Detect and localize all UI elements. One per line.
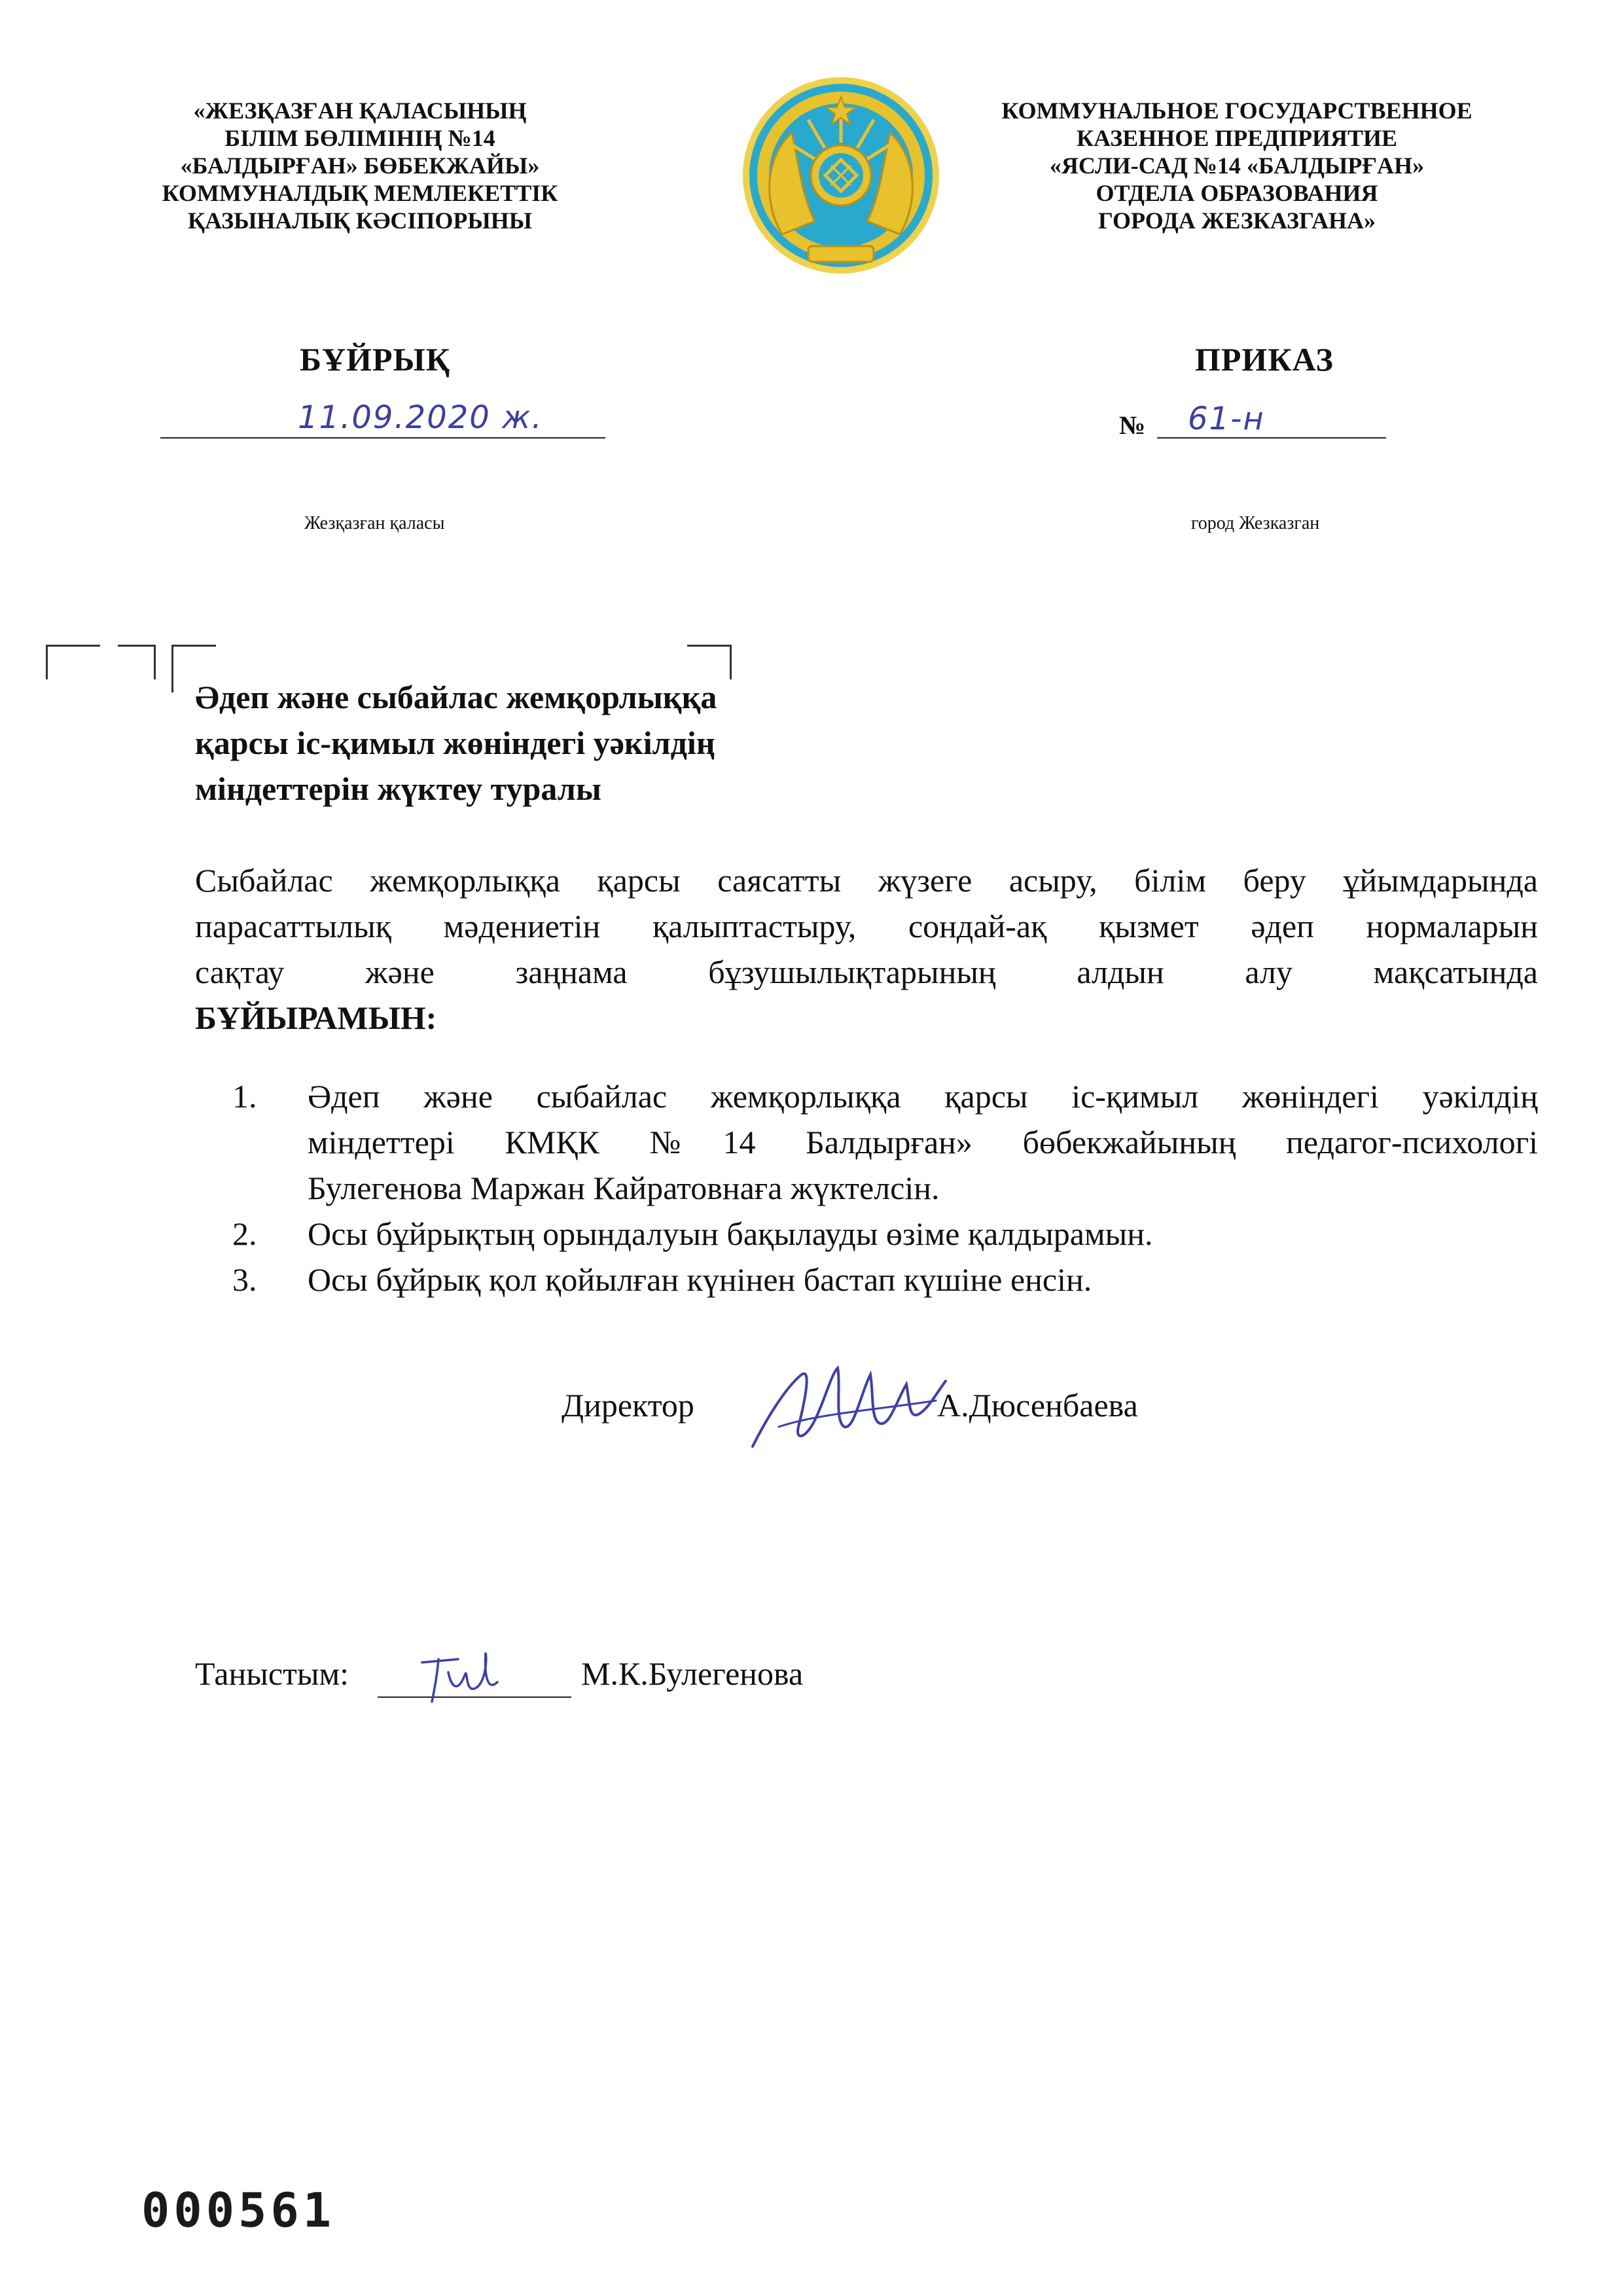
order-command: БҰЙЫРАМЫН:	[195, 999, 437, 1036]
item-line: Булегенова Маржан Кайратовнаға жүктелсін.	[308, 1170, 940, 1206]
header-kz-line: БІЛІМ БӨЛІМІНІҢ №14	[224, 125, 495, 151]
director-signature	[740, 1348, 955, 1466]
header-kz-line: ҚАЗЫНАЛЫҚ КӘСІПОРЫНЫ	[187, 207, 533, 234]
number-underline	[1157, 437, 1386, 439]
item-number: 2.	[232, 1215, 257, 1252]
acknowledgement-name: М.К.Булегенова	[581, 1655, 804, 1692]
header-ru-line: КАЗЕННОЕ ПРЕДПРИЯТИЕ	[1076, 125, 1398, 151]
header-ru-line: ОТДЕЛА ОБРАЗОВАНИЯ	[1096, 180, 1378, 206]
state-emblem-icon	[736, 71, 946, 280]
item-line: міндеттері КМҚК №14 Балдырған» бөбекжайының педагог-психологі	[308, 1124, 1538, 1160]
subject-line: міндеттерін жүктеу туралы	[195, 770, 601, 807]
item-line: Осы бұйрық қол қойылған күнінен бастап күшіне енсін.	[308, 1261, 1092, 1298]
header-kz	[131, 97, 589, 234]
subject-line: қарсы іс-қимыл жөніндегі уәкілдің	[195, 725, 715, 761]
subject-line: Әдеп және сыбайлас жемқорлыққа	[195, 679, 717, 715]
item-line: Әдеп және сыбайлас жемқорлыққа қарсы іс-қимыл жөніндегі уәкілдің	[308, 1078, 1538, 1115]
acknowledgement-label: Таныстым:	[195, 1655, 349, 1692]
order-number-label: №	[1119, 410, 1146, 440]
header-kz-line: «БАЛДЫРҒАН» БӨБЕКЖАЙЫ»	[180, 152, 540, 179]
document-title-ru: ПРИКАЗ	[1195, 341, 1334, 378]
item-number: 3.	[232, 1261, 257, 1298]
document-title-kz: БҰЙРЫҚ	[300, 341, 450, 378]
body-line: Сыбайлас жемқорлыққа қарсы саясатты жүзеге асыру, білім беру ұйымдарында	[195, 862, 1538, 899]
signatory-role: Директор	[562, 1387, 694, 1424]
body-line: парасаттылық мәдениетін қалыптастыру, сондай-ақ қызмет әдеп нормаларын	[195, 908, 1538, 944]
city-kz: Жезқазған қаласы	[304, 513, 445, 533]
header-ru-line: «ЯСЛИ-САД №14 «БАЛДЫРҒАН»	[1049, 152, 1425, 179]
header-ru-line: КОММУНАЛЬНОЕ ГОСУДАРСТВЕННОЕ	[1001, 98, 1472, 124]
acknowledgement-signature	[412, 1636, 510, 1708]
order-subject	[195, 674, 915, 812]
header-kz-line: «ЖЕЗҚАЗҒАН ҚАЛАСЫНЫҢ	[193, 98, 527, 124]
header-ru-line: ГОРОДА ЖЕЗКАЗГАНА»	[1097, 207, 1376, 234]
order-number-handwritten: 61-н	[1188, 401, 1265, 437]
item-line: Осы бұйрықтың орындалуын бақылауды өзіме қалдырамын.	[308, 1215, 1153, 1252]
corner-bracket-top-left	[46, 645, 100, 679]
body-line: сақтау және заңнама бұзушылықтарының алдын алу мақсатында	[195, 954, 1538, 990]
date-underline	[160, 437, 605, 439]
form-serial-number: 000561	[141, 2183, 336, 2238]
signatory-name: А.Дюсенбаева	[937, 1387, 1138, 1424]
header-ru	[975, 97, 1499, 234]
corner-bracket-top-right	[118, 645, 156, 679]
header-kz-line: КОММУНАЛДЫҚ МЕМЛЕКЕТТІК	[162, 180, 558, 206]
order-date-handwritten: 11.09.2020 ж.	[298, 399, 543, 436]
item-number: 1.	[232, 1078, 257, 1115]
city-ru: город Жезказган	[1191, 513, 1320, 533]
